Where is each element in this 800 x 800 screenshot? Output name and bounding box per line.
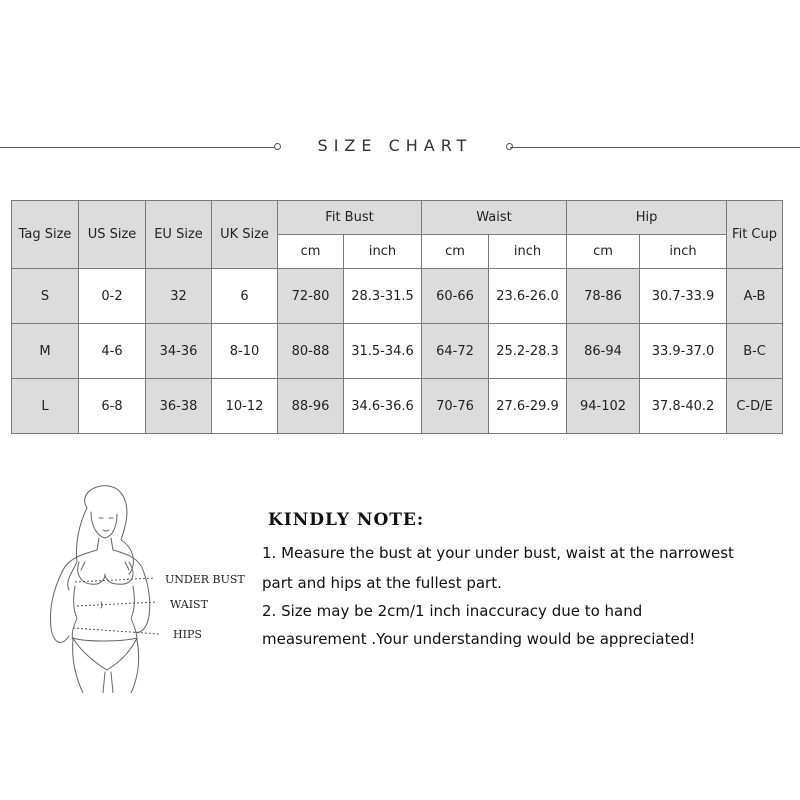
subheader-bust-cm: cm [278,235,344,269]
page-title: SIZE CHART [317,136,473,155]
cell-waist-inch: 23.6-26.0 [489,269,567,324]
title-divider-left [0,147,276,148]
header-us-size: US Size [79,201,146,269]
cell-bust-inch: 31.5-34.6 [344,324,422,379]
note-line-2: part and hips at the fullest part. [262,574,502,592]
table-row [12,324,783,379]
cell-bust-cm: 72-80 [278,269,344,324]
title-divider-right [510,147,800,148]
cell-cup: B-C [727,324,783,379]
header-eu-size: EU Size [146,201,212,269]
subheader-waist-inch: inch [489,235,567,269]
header-fit-bust: Fit Bust [278,201,422,235]
header-uk-size: UK Size [212,201,278,269]
bra-outline [78,562,133,584]
cell-bust-cm: 80-88 [278,324,344,379]
cell-eu: 34-36 [146,324,212,379]
cell-uk: 6 [212,269,278,324]
waist-label: WAIST [170,598,208,611]
hair-outline-left [68,508,87,590]
inner-legs [103,672,113,693]
cell-us: 6-8 [79,379,146,434]
under-bust-guide [75,578,155,582]
cell-waist-inch: 27.6-29.9 [489,379,567,434]
face-outline [91,512,117,538]
left-leg [73,640,83,693]
kindly-note-title: KINDLY NOTE: [268,510,425,530]
size-chart-heading [0,134,800,162]
measurement-figure-illustration [25,478,255,693]
cell-bust-inch: 28.3-31.5 [344,269,422,324]
cell-hip-inch: 30.7-33.9 [640,269,727,324]
cell-bust-inch: 34.6-36.6 [344,379,422,434]
cell-tag: M [12,324,79,379]
right-leg [131,640,139,693]
title-divider-dot-left [274,143,281,150]
header-waist: Waist [422,201,567,235]
header-fit-cup: Fit Cup [727,201,783,269]
bikini-bottom [73,638,137,670]
left-arm [51,570,70,642]
cell-waist-inch: 25.2-28.3 [489,324,567,379]
under-bust-label: UNDER BUST [165,573,245,586]
subheader-hip-cm: cm [567,235,640,269]
cell-tag: S [12,269,79,324]
waist-guide [77,602,157,606]
table-row [12,379,783,434]
header-tag-size: Tag Size [12,201,79,269]
cell-waist-cm: 60-66 [422,269,489,324]
cell-us: 0-2 [79,269,146,324]
cell-eu: 32 [146,269,212,324]
cell-hip-inch: 33.9-37.0 [640,324,727,379]
right-arm [135,570,150,632]
hips-guide [73,628,159,634]
note-line-4: measurement .Your understanding would be appreciated! [262,630,696,648]
cell-uk: 8-10 [212,324,278,379]
torso-left [72,586,77,640]
cell-waist-cm: 64-72 [422,324,489,379]
cell-hip-cm: 94-102 [567,379,640,434]
header-hip: Hip [567,201,727,235]
subheader-waist-cm: cm [422,235,489,269]
table-row [12,269,783,324]
note-line-1: 1. Measure the bust at your under bust, waist at the narrowest [262,544,734,562]
subheader-bust-inch: inch [344,235,422,269]
cell-tag: L [12,379,79,434]
subheader-hip-inch: inch [640,235,727,269]
note-line-3: 2. Size may be 2cm/1 inch inaccuracy due to hand [262,602,643,620]
cell-cup: A-B [727,269,783,324]
left-shoulder [63,538,99,570]
cell-waist-cm: 70-76 [422,379,489,434]
bra-straps [81,562,129,570]
face-features [99,518,113,531]
size-table [11,200,783,434]
cell-bust-cm: 88-96 [278,379,344,434]
cell-cup: C-D/E [727,379,783,434]
cell-uk: 10-12 [212,379,278,434]
cell-hip-inch: 37.8-40.2 [640,379,727,434]
cell-eu: 36-38 [146,379,212,434]
hips-label: HIPS [173,628,202,641]
cell-hip-cm: 86-94 [567,324,640,379]
cell-us: 4-6 [79,324,146,379]
cell-hip-cm: 78-86 [567,269,640,324]
